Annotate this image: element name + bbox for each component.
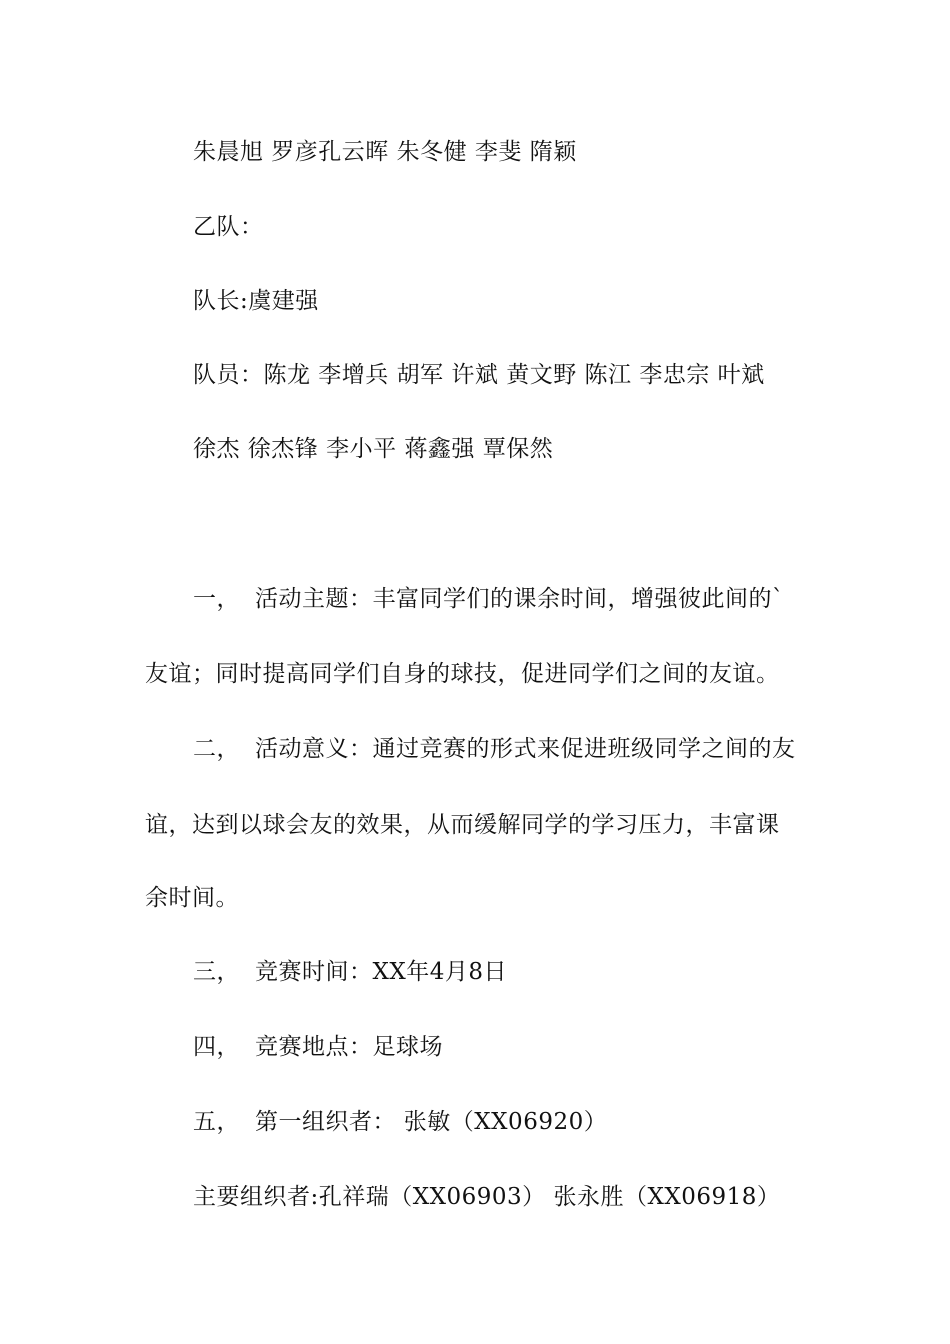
section-4-number: 四， xyxy=(193,1034,240,1060)
section-1-line-1 xyxy=(193,584,784,614)
team-a-members-continued: 朱晨旭 罗彦孔云晖 朱冬健 李斐 隋颖 xyxy=(193,139,577,165)
section-2-text: 活动意义：通过竞赛的形式来促进班级同学之间的友 xyxy=(255,736,796,762)
section-1-line-2: 友谊；同时提高同学们自身的球技，促进同学们之间的友谊。 xyxy=(145,661,780,687)
section-5-line xyxy=(193,1107,607,1137)
section-3-line xyxy=(193,957,507,987)
section-1-number: 一， xyxy=(193,586,240,612)
team-b-heading: 乙队： xyxy=(193,214,264,240)
team-b-members-line-1: 队员：陈龙 李增兵 胡军 许斌 黄文野 陈江 李忠宗 叶斌 xyxy=(193,362,765,388)
section-1-text: 活动主题：丰富同学们的课余时间，增强彼此间的` xyxy=(255,586,784,612)
section-2-number: 二， xyxy=(193,736,240,762)
section-2-line-2: 谊，达到以球会友的效果，从而缓解同学的学习压力，丰富课 xyxy=(145,812,780,838)
section-4-line xyxy=(193,1032,443,1062)
team-b-captain: 队长:虞建强 xyxy=(193,288,319,314)
section-2-line-1 xyxy=(193,734,796,764)
section-3-number: 三， xyxy=(193,959,240,985)
section-5-number: 五， xyxy=(193,1109,240,1135)
main-organizers-line: 主要组织者:孔祥瑞（XX06903） 张永胜（XX06918） xyxy=(193,1184,781,1210)
section-3-text: 竞赛时间：XX年4月8日 xyxy=(255,959,508,985)
team-b-members-line-2: 徐杰 徐杰锋 李小平 蒋鑫强 覃保然 xyxy=(193,436,554,462)
section-5-text: 第一组织者： 张敏（XX06920） xyxy=(255,1109,608,1135)
section-4-text: 竞赛地点：足球场 xyxy=(255,1034,443,1060)
section-2-line-3: 余时间。 xyxy=(145,885,239,911)
